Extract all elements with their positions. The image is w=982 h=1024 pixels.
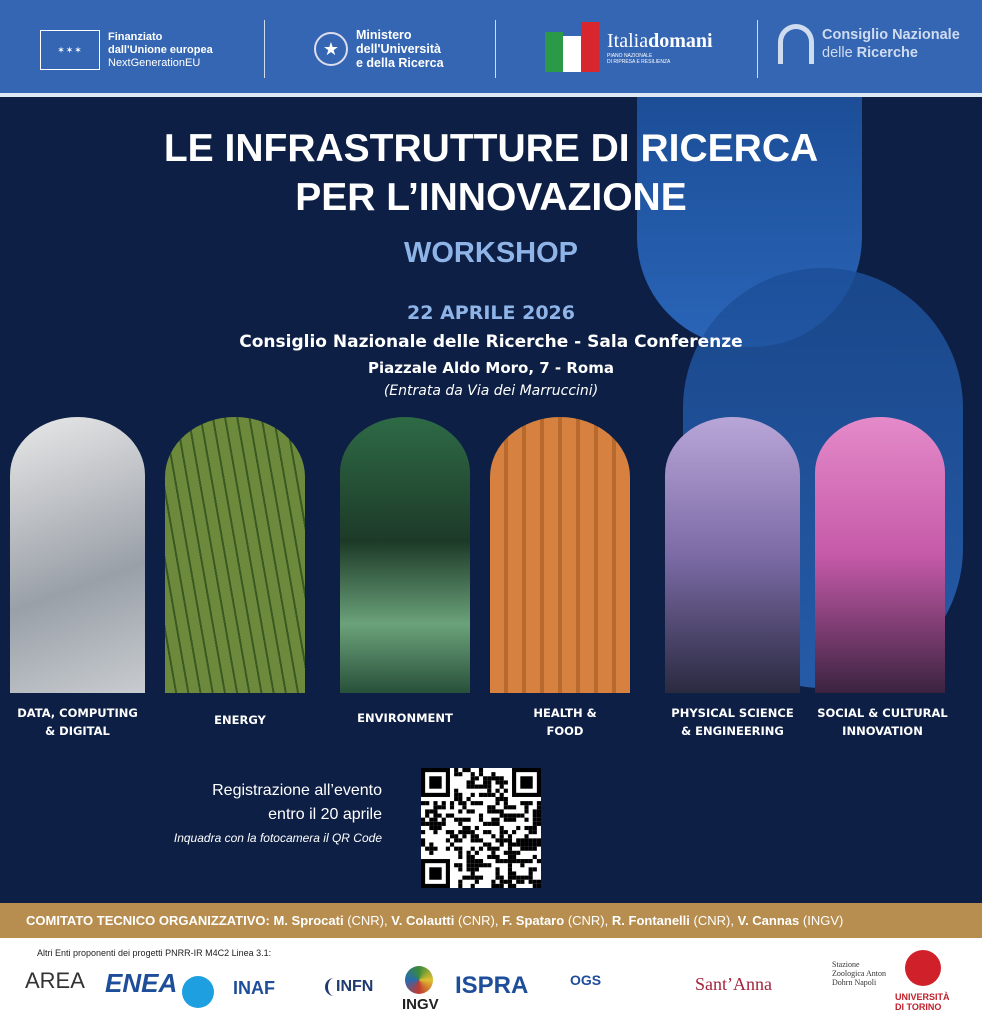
- eu-flag-icon: ✶✶✶: [40, 30, 100, 70]
- committee-member-org: (CNR): [567, 913, 605, 928]
- committee-member-org: (CNR): [457, 913, 495, 928]
- area-logo: AREA: [25, 968, 85, 993]
- qr-instruction: Inquadra con la fotocamera il QR Code: [173, 831, 382, 845]
- event-entrance: (Entrata da Via dei Marruccini): [383, 383, 599, 399]
- santanna-logo: Sant’Anna: [695, 974, 772, 994]
- partners-section: [0, 938, 982, 1024]
- cnr-text-2b: Ricerche: [856, 45, 918, 61]
- italiadomani-logo: [545, 22, 713, 72]
- cnr-icon: [778, 24, 814, 64]
- cnr-text-1: Consiglio Nazionale: [822, 27, 960, 43]
- event-venue: Consiglio Nazionale delle Ricerche - Sala Conferenze: [239, 332, 743, 352]
- mur-text-2: dell'Università: [356, 42, 441, 56]
- committee-member-name: V. Colautti: [391, 913, 455, 928]
- event-title-line1: LE INFRASTRUTTURE DI RICERCA: [163, 127, 819, 170]
- committee-label: COMITATO TECNICO ORGANIZZATIVO:: [26, 913, 270, 928]
- pnrr-text-1: PIANO NAZIONALE: [607, 52, 653, 59]
- unito-seal-icon: [905, 950, 941, 986]
- registration-deadline: entro il 20 aprile: [268, 806, 382, 823]
- eu-text-2: dall'Unione europea: [108, 43, 213, 56]
- ogs-logo: OGS: [570, 972, 602, 988]
- registration-text: Registrazione all’evento: [212, 782, 382, 799]
- eu-text-3: NextGenerationEU: [108, 56, 201, 69]
- panel-label-social: SOCIAL & CULTURAL INNOVATION: [817, 706, 948, 738]
- event-date: 22 APRILE 2026: [407, 302, 575, 324]
- unito-logo: UNIVERSITÀ DI TORINO: [895, 992, 950, 1012]
- divider: [757, 20, 758, 78]
- infn-logo: INFN: [325, 978, 373, 996]
- panel-label-physical: PHYSICAL SCIENCE & ENGINEERING: [671, 706, 794, 738]
- divider: [264, 20, 265, 78]
- event-title-line2: PER L’INNOVAZIONE: [295, 176, 687, 219]
- partners-label: Altri Enti proponenti dei progetti PNRR-IR M4C2 Linea 3.1:: [37, 948, 272, 958]
- event-address: Piazzale Aldo Moro, 7 - Roma: [368, 359, 614, 377]
- ingv-globe-icon: [405, 966, 433, 994]
- italy-flag-icon: [545, 22, 599, 72]
- event-subtitle: WORKSHOP: [404, 237, 578, 269]
- panel-label-data: DATA, COMPUTING & DIGITAL: [17, 706, 138, 738]
- panel-image-social: [815, 417, 945, 693]
- emblem-icon: ★: [314, 32, 348, 66]
- mur-text-3: e della Ricerca: [356, 56, 444, 70]
- committee-member-org: (CNR): [347, 913, 385, 928]
- cnr-logo: [778, 24, 960, 64]
- committee-member-name: V. Cannas: [737, 913, 800, 928]
- inaf-logo: INAF: [233, 978, 275, 998]
- cnr-text-2a: delle: [822, 45, 857, 61]
- committee-member-org: (INGV): [802, 913, 844, 928]
- panel-image-environment: [340, 417, 470, 693]
- header-bar: [0, 0, 982, 93]
- pnrr-text-2: DI RIPRESA E RESILIENZA: [607, 58, 671, 65]
- panel-label-energy: ENERGY: [214, 713, 266, 727]
- panel-image-health: [490, 417, 630, 693]
- panel-image-energy: [165, 417, 305, 693]
- italia-text: Italia: [607, 29, 649, 52]
- panel-label-health: HEALTH & FOOD: [533, 706, 597, 738]
- szn-logo: Stazione Zoologica Anton Dohrn Napoli: [832, 960, 886, 987]
- committee-member-name: F. Spataro: [502, 913, 565, 928]
- domani-text: domani: [648, 29, 713, 52]
- committee-bar: COMITATO TECNICO ORGANIZZATIVO: M. Sprocati (CNR), V. Colautti (CNR), F. Spataro (CNR), R. Fontanelli (CNR), V. Cannas (INGV): [0, 903, 982, 938]
- ingv-logo: INGV: [402, 996, 439, 1013]
- enea-dot-icon: [182, 976, 214, 1008]
- enea-logo: ENEA: [105, 968, 178, 998]
- ispra-logo: ISPRA: [455, 972, 529, 999]
- panel-image-data: [10, 417, 145, 693]
- committee-member-name: M. Sprocati: [273, 913, 344, 928]
- eu-logo: [40, 30, 213, 70]
- mur-logo: [314, 28, 444, 70]
- registration-qr-code[interactable]: [421, 768, 541, 888]
- eu-text-1: Finanziato: [108, 30, 163, 43]
- committee-member-org: (CNR): [693, 913, 731, 928]
- panel-image-physical: [665, 417, 800, 693]
- panel-label-environment: ENVIRONMENT: [357, 711, 453, 725]
- committee-member-name: R. Fontanelli: [611, 913, 690, 928]
- divider: [495, 20, 496, 78]
- mur-text-1: Ministero: [356, 28, 412, 42]
